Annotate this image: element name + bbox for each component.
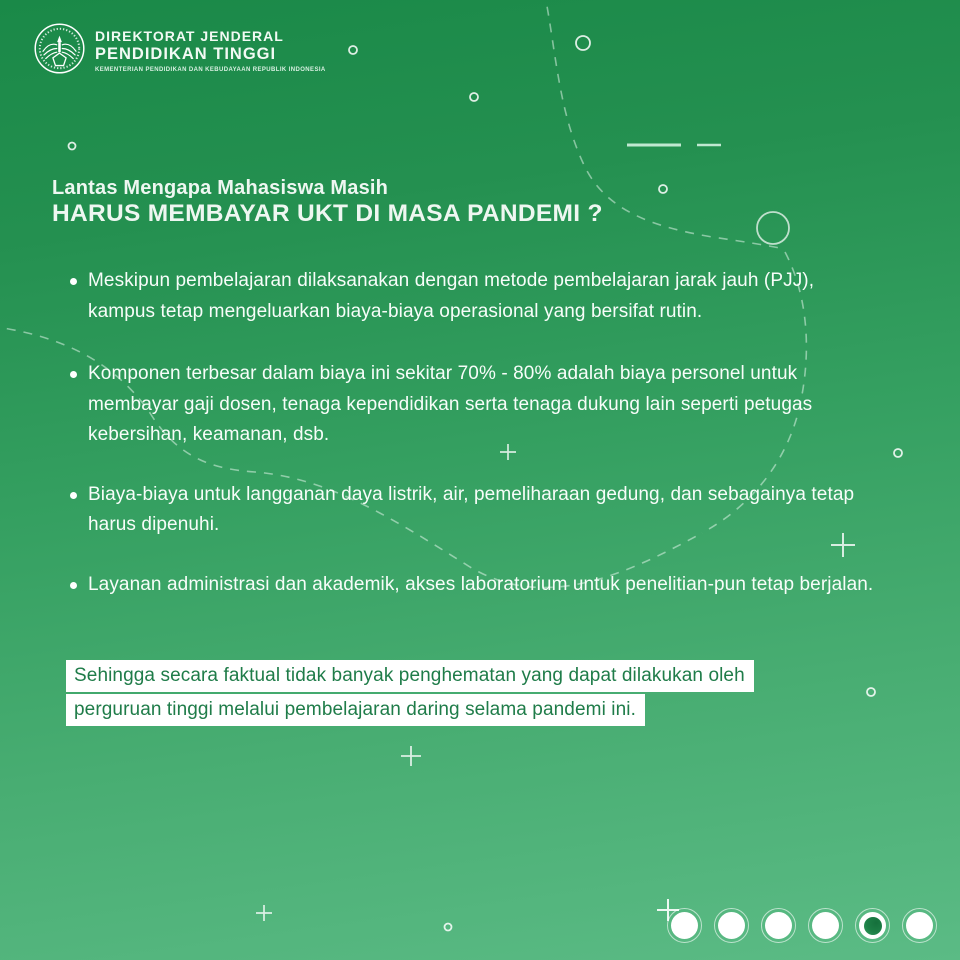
page-dot-3[interactable] <box>765 912 792 939</box>
page-dot-1[interactable] <box>671 912 698 939</box>
title-line2: HARUS MEMBAYAR UKT DI MASA PANDEMI ? <box>52 200 603 227</box>
page-dot-2[interactable] <box>718 912 745 939</box>
title-line1: Lantas Mengapa Mahasiswa Masih <box>52 177 389 199</box>
bullet-item-3: Biaya-biaya untuk langganan daya listrik, air, pemeliharaan gedung, dan sebagainya tetap harus dipenuhi. <box>70 480 880 541</box>
page-dot-5-active[interactable] <box>859 912 886 939</box>
org-name-line1: DIREKTORAT JENDERAL <box>95 28 284 44</box>
page-title <box>52 176 603 228</box>
tut-wuri-handayani-emblem-icon <box>32 21 87 76</box>
pagination-dots <box>671 912 933 939</box>
bullet-list <box>70 266 880 600</box>
conclusion-line1: Sehingga secara faktual tidak banyak penghematan yang dapat dilakukan oleh <box>66 660 754 692</box>
conclusion-highlight <box>66 660 754 728</box>
bullet-item-2: Komponen terbesar dalam biaya ini sekitar 70% - 80% adalah biaya personel untuk membayar gaji dosen, tenaga kependidikan serta tenaga dukung lain seperti petugas kebersihan, keamanan, dsb. <box>70 359 880 451</box>
org-name-block <box>95 28 326 73</box>
header <box>32 21 326 76</box>
bullet-item-4: Layanan administrasi dan akademik, akses laboratorium untuk penelitian-pun tetap berjalan. <box>70 570 880 601</box>
org-name-line2: PENDIDIKAN TINGGI <box>95 45 277 63</box>
bullet-item-1: Meskipun pembelajaran dilaksanakan dengan metode pembelajaran jarak jauh (PJJ), kampus tetap mengeluarkan biaya-biaya operasional yang bersifat rutin. <box>70 266 880 327</box>
page-dot-6[interactable] <box>906 912 933 939</box>
page-dot-4[interactable] <box>812 912 839 939</box>
conclusion-line2: perguruan tinggi melalui pembelajaran daring selama pandemi ini. <box>66 694 645 726</box>
org-subtitle: KEMENTERIAN PENDIDIKAN DAN KEBUDAYAAN REPUBLIK INDONESIA <box>95 67 326 73</box>
